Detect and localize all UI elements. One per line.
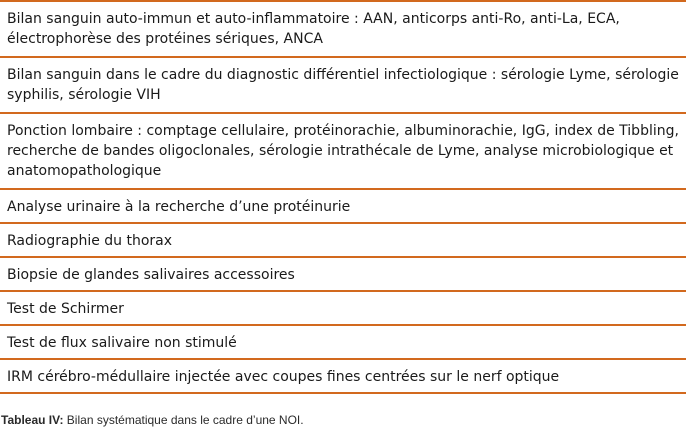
table-row-lumbar-puncture: Ponction lombaire : comptage cellulaire, protéinorachie, albuminorachie, IgG, index de Tibbling, recherche de bandes oligoclonales, sérologie intrathécale de Lyme, analyse microbiologique et anatomopathologique	[0, 114, 686, 190]
table-row-chest-xray: Radiographie du thorax	[0, 224, 686, 258]
table-row-urinalysis: Analyse urinaire à la recherche d’une protéinurie	[0, 190, 686, 224]
caption-text: Bilan systématique dans le cadre d’une NOI.	[63, 413, 304, 427]
caption-label: Tableau IV:	[1, 413, 64, 427]
table-row-schirmer-test: Test de Schirmer	[0, 292, 686, 326]
table-row-autoimmune-blood: Bilan sanguin auto-immun et auto-inflammatoire : AAN, anticorps anti-Ro, anti-La, ECA, électrophorèse des protéines sériques, ANCA	[0, 2, 686, 58]
table-row-salivary-flow-test: Test de flux salivaire non stimulé	[0, 326, 686, 360]
table-row-mri: IRM cérébro-médullaire injectée avec coupes fines centrées sur le nerf optique	[0, 360, 686, 394]
table-caption	[1, 412, 304, 428]
table-row-infectious-serology: Bilan sanguin dans le cadre du diagnostic différentiel infectiologique : sérologie Lyme, sérologie syphilis, sérologie VIH	[0, 58, 686, 114]
table-row-salivary-biopsy: Biopsie de glandes salivaires accessoires	[0, 258, 686, 292]
